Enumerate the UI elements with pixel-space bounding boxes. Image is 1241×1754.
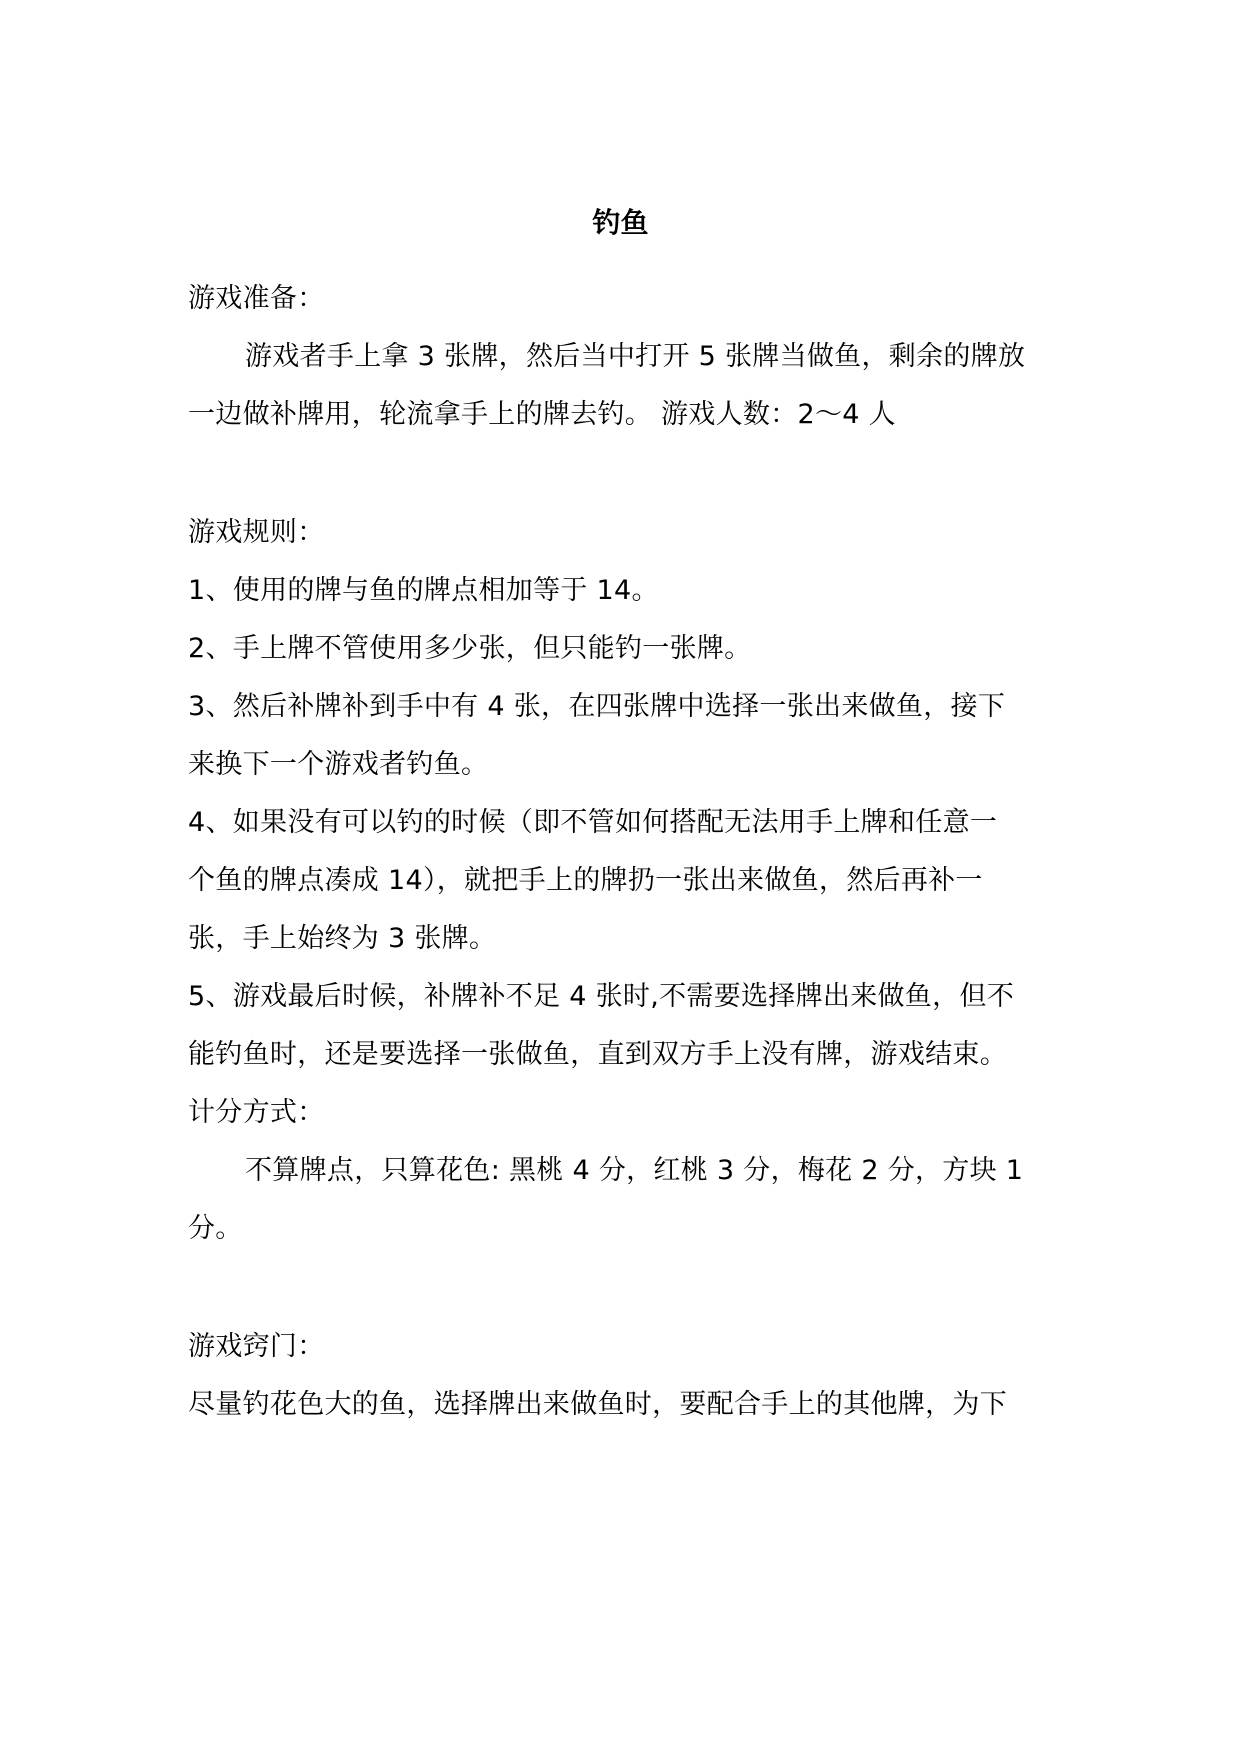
scoring-paragraph-line-2: 分。 xyxy=(188,1213,243,1244)
rule-5-line-2: 能钓鱼时，还是要选择一张做鱼，直到双方手上没有牌，游戏结束。 xyxy=(188,1039,1007,1070)
rule-1: 1、使用的牌与鱼的牌点相加等于 14。 xyxy=(188,575,659,606)
scoring-heading: 计分方式： xyxy=(188,1097,325,1128)
rule-2: 2、手上牌不管使用多少张，但只能钓一张牌。 xyxy=(188,633,752,664)
rule-4-line-2: 个鱼的牌点凑成 14），就把手上的牌扔一张出来做鱼，然后再补一 xyxy=(188,865,983,896)
prep-heading: 游戏准备： xyxy=(188,283,325,314)
rule-5-line-1: 5、游戏最后时候，补牌补不足 4 张时,不需要选择牌出来做鱼，但不 xyxy=(188,981,1015,1012)
prep-paragraph-line-1: 游戏者手上拿 3 张牌，然后当中打开 5 张牌当做鱼，剩余的牌放 xyxy=(245,341,1026,372)
rule-3-line-1: 3、然后补牌补到手中有 4 张，在四张牌中选择一张出来做鱼，接下 xyxy=(188,691,1006,722)
rules-heading: 游戏规则： xyxy=(188,517,325,548)
rule-3-line-2: 来换下一个游戏者钓鱼。 xyxy=(188,749,489,780)
tips-paragraph-line-1: 尽量钓花色大的鱼，选择牌出来做鱼时，要配合手上的其他牌，为下 xyxy=(188,1389,1007,1420)
tips-heading: 游戏窍门： xyxy=(188,1331,325,1362)
document-title: 钓鱼 xyxy=(592,206,649,239)
prep-paragraph-line-2: 一边做补牌用，轮流拿手上的牌去钓。 游戏人数：2～4 人 xyxy=(188,399,896,430)
scoring-paragraph-line-1: 不算牌点，只算花色: 黑桃 4 分，红桃 3 分，梅花 2 分，方块 1 xyxy=(245,1155,1024,1186)
rule-4-line-1: 4、如果没有可以钓的时候（即不管如何搭配无法用手上牌和任意一 xyxy=(188,807,998,838)
rule-4-line-3: 张，手上始终为 3 张牌。 xyxy=(188,923,497,954)
